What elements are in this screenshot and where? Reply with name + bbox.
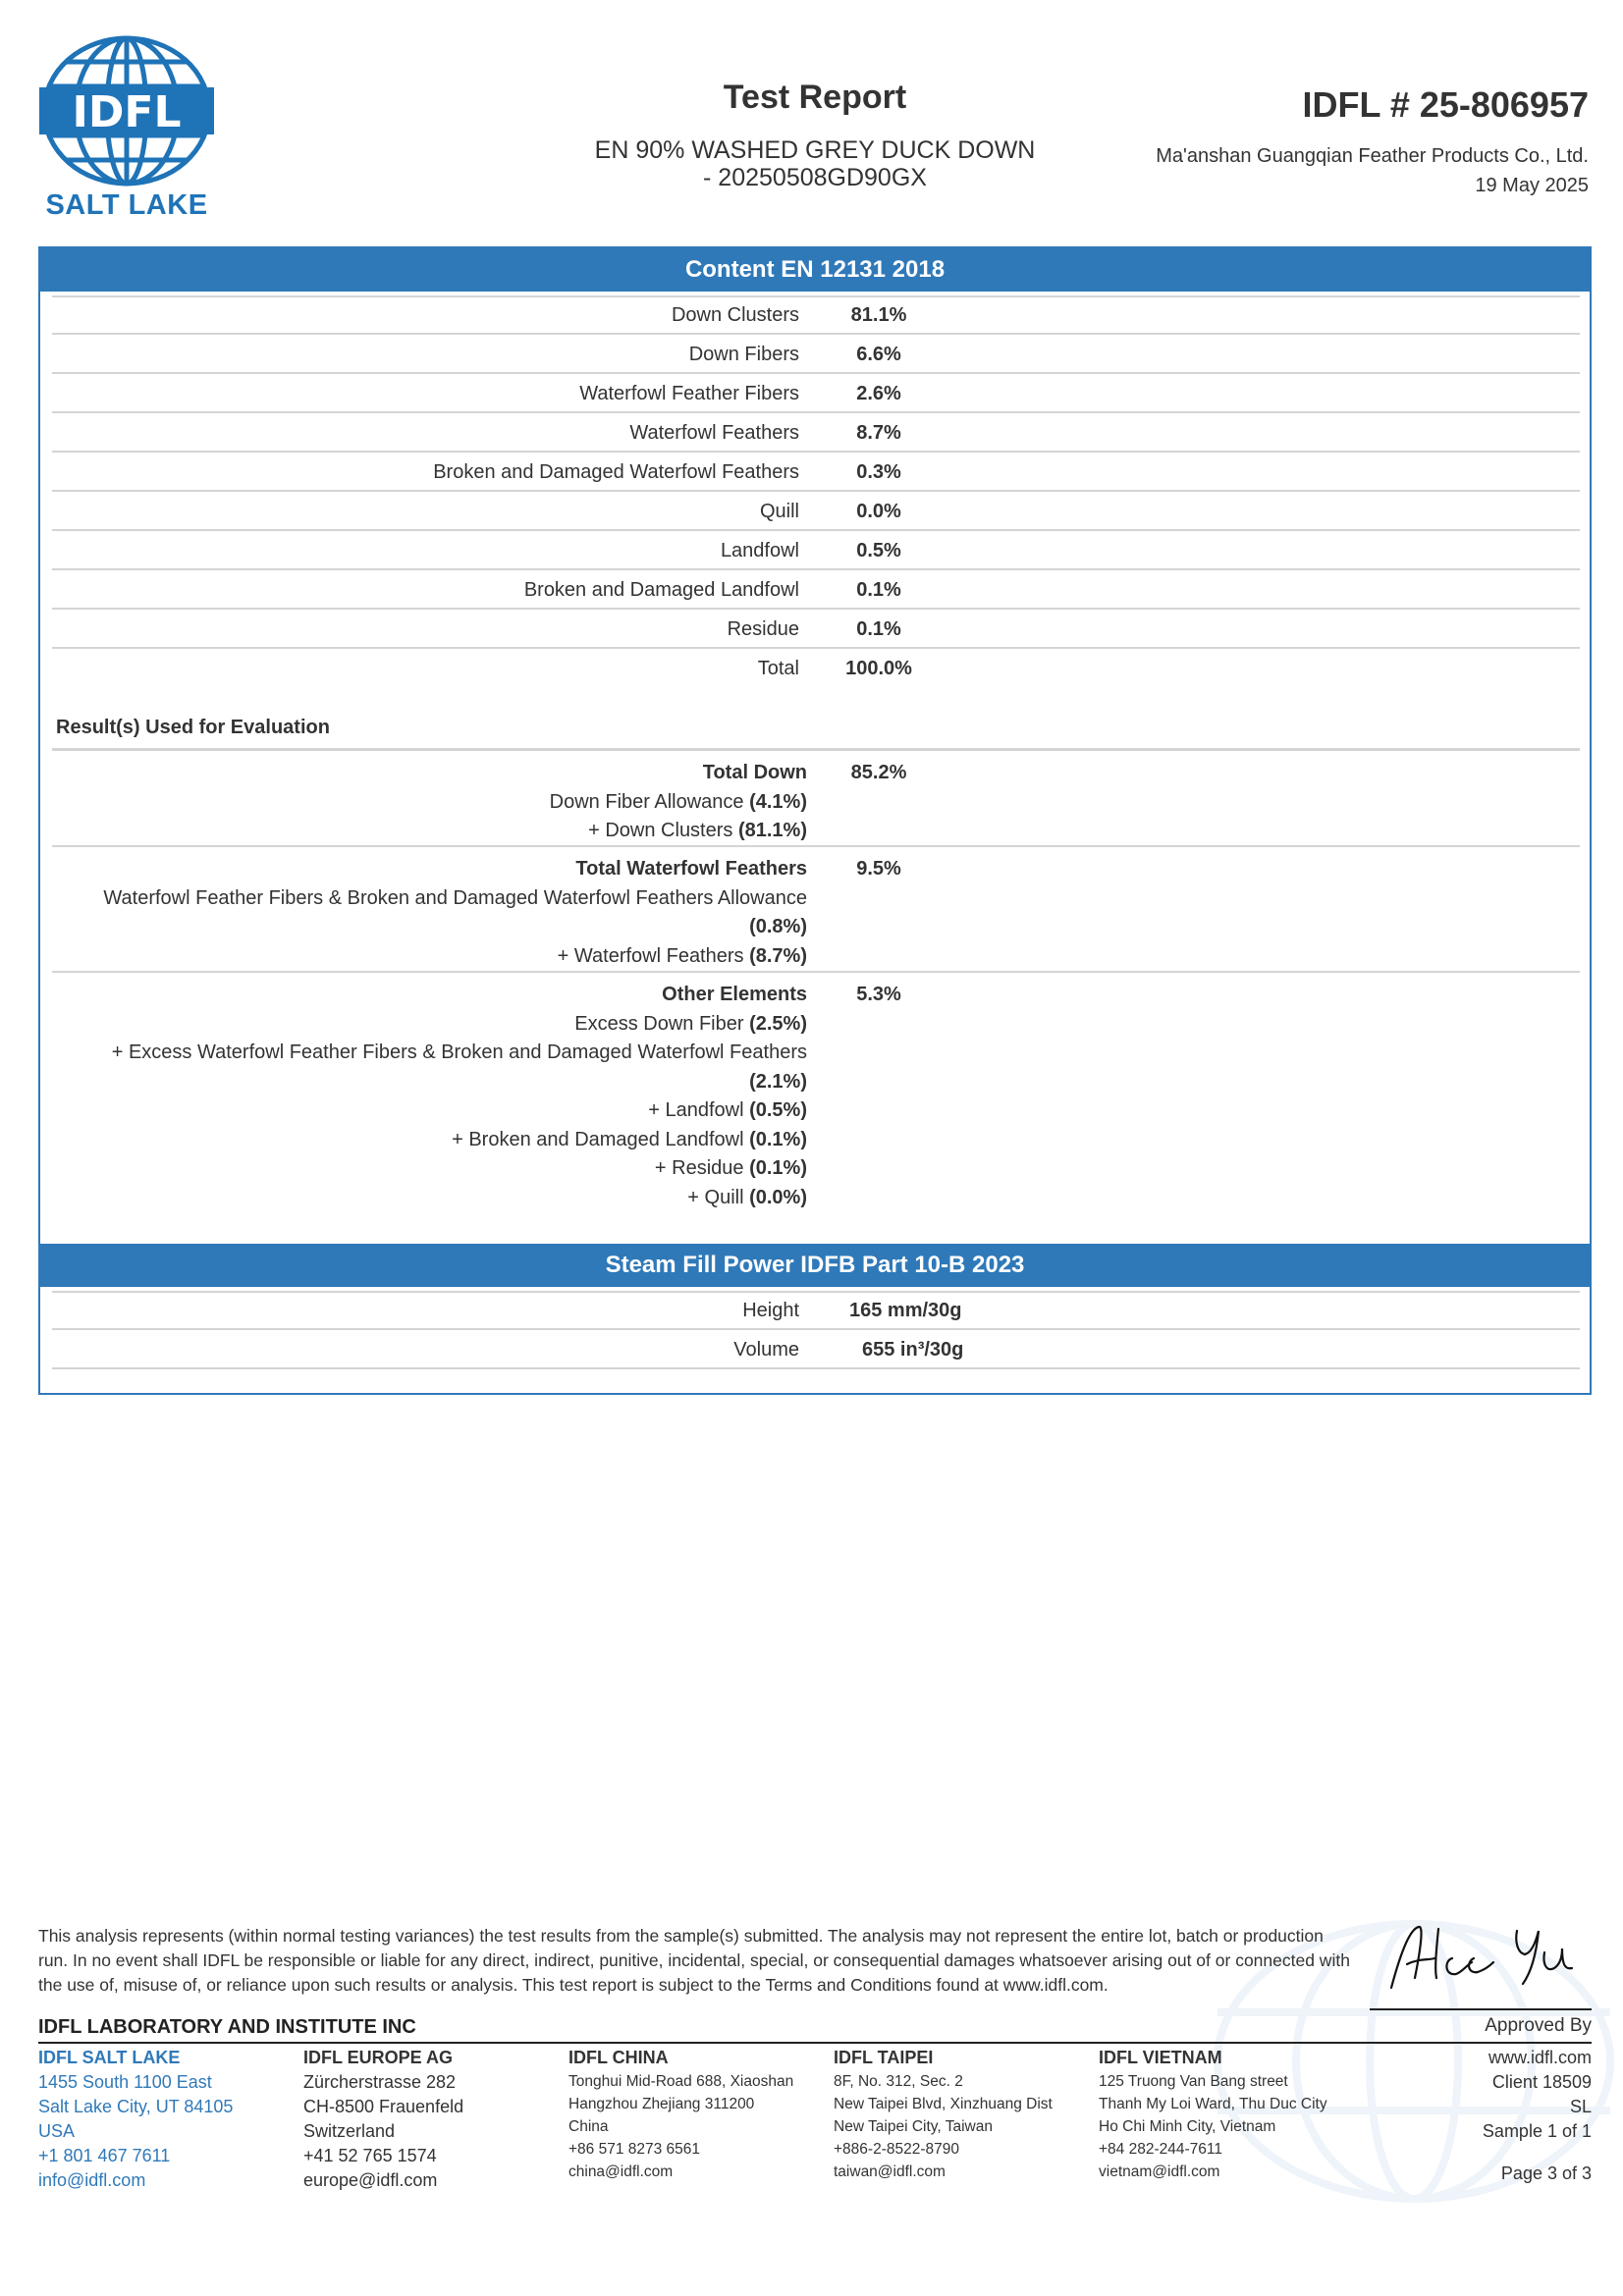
eval-value: 9.5% (856, 858, 901, 880)
content-row (52, 610, 1580, 649)
office-line: CH-8500 Frauenfeld (303, 2097, 464, 2116)
office-email: info@idfl.com (38, 2170, 146, 2190)
page-title: Test Report (723, 79, 907, 116)
eval-line-text: + Broken and Damaged Landfowl (452, 1128, 750, 1150)
eval-line-text: Excess Down Fiber (574, 1012, 750, 1035)
office-name: IDFL EUROPE AG (303, 2048, 454, 2067)
row-value: 0.5% (856, 540, 901, 561)
office-email: vietnam@idfl.com (1099, 2163, 1220, 2180)
office-line: 8F, No. 312, Sec. 2 (834, 2073, 963, 2090)
eval-line-text: + Quill (687, 1186, 750, 1208)
eval-line (52, 1184, 807, 1213)
office-line: China (568, 2118, 609, 2135)
report-id: IDFL # 25-806957 (1302, 84, 1589, 125)
content-row (52, 531, 1580, 570)
row-value: 0.3% (856, 461, 901, 483)
eval-line-value: (2.1%) (749, 1070, 807, 1093)
row-label: Broken and Damaged Waterfowl Feathers (433, 461, 799, 483)
eval-label: Other Elements (662, 984, 807, 1005)
office-line: Hangzhou Zhejiang 311200 (568, 2096, 755, 2112)
row-value: 2.6% (856, 383, 901, 404)
office-phone: +86 571 8273 6561 (568, 2141, 701, 2158)
content-row (52, 335, 1580, 374)
content-row (52, 453, 1580, 492)
office-email: china@idfl.com (568, 2163, 674, 2180)
office-line: Salt Lake City, UT 84105 (38, 2097, 234, 2116)
globe-logo-icon (37, 32, 216, 189)
row-label: Volume (733, 1339, 799, 1361)
lab-code: SL (1569, 2097, 1592, 2116)
website: www.idfl.com (1488, 2048, 1592, 2067)
office-china (568, 2046, 824, 2183)
eval-line-value: (0.5%) (749, 1099, 807, 1121)
eval-breakdown (52, 981, 807, 1212)
office-phone: +1 801 467 7611 (38, 2146, 171, 2165)
office-line: USA (38, 2121, 76, 2141)
row-value: 655 in³/30g (862, 1339, 964, 1361)
office-line: Tonghui Mid-Road 688, Xiaoshan (568, 2073, 794, 2090)
report-heading (530, 79, 1100, 191)
row-label: Waterfowl Feathers (629, 422, 799, 444)
eval-total-waterfowl (52, 845, 1580, 967)
office-europe (303, 2046, 559, 2193)
signature-line (1370, 2008, 1592, 2010)
eval-line (52, 1096, 807, 1126)
eval-label: Total Down (702, 762, 807, 783)
eval-value: 85.2% (850, 762, 907, 783)
client-company: Ma'anshan Guangqian Feather Products Co., Ltd. (1156, 145, 1589, 167)
row-value: 8.7% (856, 422, 901, 444)
office-name: IDFL CHINA (568, 2048, 669, 2067)
office-line: New Taipei Blvd, Xinzhuang Dist (834, 2096, 1053, 2112)
row-label: Residue (727, 618, 799, 640)
report-footer-meta (1395, 2046, 1592, 2144)
disclaimer: This analysis represents (within normal testing variances) the test results from the sample(s) submitted. The analysis may not represent the entire lot, batch or production run. In no event shall IDFL be responsible or liable for any direct, indirect, punitive, incidental, special, or consequential damages whatsoever arising out of or connected with the use of, misuse of, or reliance upon such results or analysis. This test report is subject to the Terms and Conditions found at www.idfl.com. (38, 1926, 1350, 1995)
eval-line-value: (0.0%) (749, 1186, 807, 1208)
eval-line (52, 1154, 807, 1184)
idfl-logo (37, 32, 216, 225)
report-box (38, 246, 1592, 1395)
approved-by: Approved By (1485, 2015, 1592, 2036)
eval-line (52, 942, 807, 972)
product-name: EN 90% WASHED GREY DUCK DOWN (594, 136, 1036, 164)
office-name: IDFL SALT LAKE (38, 2048, 181, 2067)
eval-line-text: + Waterfowl Feathers (557, 944, 750, 967)
eval-other-elements (52, 971, 1580, 1216)
row-value: 0.0% (856, 501, 901, 522)
row-value: 0.1% (856, 618, 901, 640)
eval-line-value: (0.8%) (749, 916, 807, 937)
eval-total-down (52, 748, 1580, 840)
logo-text: IDFL (72, 87, 182, 137)
fill-power-row (52, 1330, 1580, 1369)
office-line: Switzerland (303, 2121, 396, 2141)
report-date: 19 May 2025 (1475, 175, 1589, 196)
eval-line-value: (4.1%) (749, 790, 807, 813)
eval-label: Total Waterfowl Feathers (575, 858, 807, 880)
content-row (52, 570, 1580, 610)
eval-line-text: Down Fiber Allowance (549, 790, 750, 813)
row-value: 81.1% (850, 304, 907, 326)
office-line: Zürcherstrasse 282 (303, 2072, 457, 2092)
row-value: 165 mm/30g (849, 1300, 962, 1321)
eval-line: + Excess Waterfowl Feather Fibers & Broken and Damaged Waterfowl Feathers (111, 1041, 807, 1063)
row-value: 100.0% (845, 658, 912, 679)
eval-line (52, 1010, 807, 1040)
row-value: 0.1% (856, 579, 901, 601)
divider (38, 2042, 1592, 2044)
evaluation-title: Result(s) Used for Evaluation (56, 717, 330, 738)
eval-line-value: (81.1%) (737, 820, 807, 841)
client-number: Client 18509 (1491, 2072, 1592, 2092)
product-code: - 20250508GD90GX (703, 164, 927, 191)
row-label: Landfowl (720, 540, 799, 561)
page-number: Page 3 of 3 (1500, 2163, 1592, 2183)
row-label: Height (742, 1300, 799, 1321)
office-line: 125 Truong Van Bang street (1099, 2073, 1288, 2090)
office-line: New Taipei City, Taiwan (834, 2118, 993, 2135)
eval-line (52, 788, 807, 818)
row-label: Broken and Damaged Landfowl (523, 579, 799, 601)
office-line: Ho Chi Minh City, Vietnam (1099, 2118, 1276, 2135)
content-row (52, 374, 1580, 413)
office-phone: +886-2-8522-8790 (834, 2141, 959, 2158)
content-total-row (52, 649, 1580, 688)
eval-breakdown (52, 759, 807, 846)
eval-value: 5.3% (856, 984, 901, 1005)
row-label: Down Fibers (688, 344, 799, 365)
eval-line-text: + Down Clusters (588, 820, 738, 841)
eval-line: Waterfowl Feather Fibers & Broken and Damaged Waterfowl Feathers Allowance (103, 886, 807, 909)
office-line: Thanh My Loi Ward, Thu Duc City (1099, 2096, 1327, 2112)
sample-count: Sample 1 of 1 (1482, 2121, 1592, 2141)
eval-line-value: (0.1%) (749, 1157, 807, 1179)
office-name: IDFL VIETNAM (1099, 2048, 1222, 2067)
office-email: taiwan@idfl.com (834, 2163, 946, 2180)
content-row (52, 295, 1580, 335)
eval-line-value: (0.1%) (749, 1128, 807, 1150)
eval-line-text: + Landfowl (648, 1099, 750, 1121)
signature (1380, 1919, 1576, 1998)
row-value: 6.6% (856, 344, 901, 365)
eval-breakdown (52, 855, 807, 971)
office-name: IDFL TAIPEI (834, 2048, 934, 2067)
office-salt-lake (38, 2046, 294, 2193)
row-label: Waterfowl Feather Fibers (579, 383, 799, 404)
lab-name: IDFL LABORATORY AND INSTITUTE INC (38, 2016, 416, 2038)
content-row (52, 413, 1580, 453)
eval-line (52, 1126, 807, 1155)
content-row (52, 492, 1580, 531)
eval-line-value: (2.5%) (749, 1012, 807, 1035)
row-label: Down Clusters (671, 304, 799, 326)
office-email: europe@idfl.com (303, 2170, 438, 2190)
office-phone: +84 282-244-7611 (1099, 2141, 1222, 2158)
eval-line (52, 817, 807, 846)
office-line: 1455 South 1100 East (38, 2072, 212, 2092)
logo-city: SALT LAKE (45, 189, 208, 221)
office-taipei (834, 2046, 1089, 2183)
fill-power-section-header: Steam Fill Power IDFB Part 10-B 2023 (40, 1244, 1590, 1287)
office-phone: +41 52 765 1574 (303, 2146, 437, 2165)
row-label: Total (757, 658, 799, 679)
fill-power-row (52, 1291, 1580, 1330)
eval-line-value: (8.7%) (749, 944, 807, 967)
row-label: Quill (759, 501, 799, 522)
report-meta (1078, 84, 1589, 197)
office-vietnam (1099, 2046, 1354, 2183)
content-section-header: Content EN 12131 2018 (40, 248, 1590, 292)
eval-line-text: + Residue (654, 1157, 750, 1179)
